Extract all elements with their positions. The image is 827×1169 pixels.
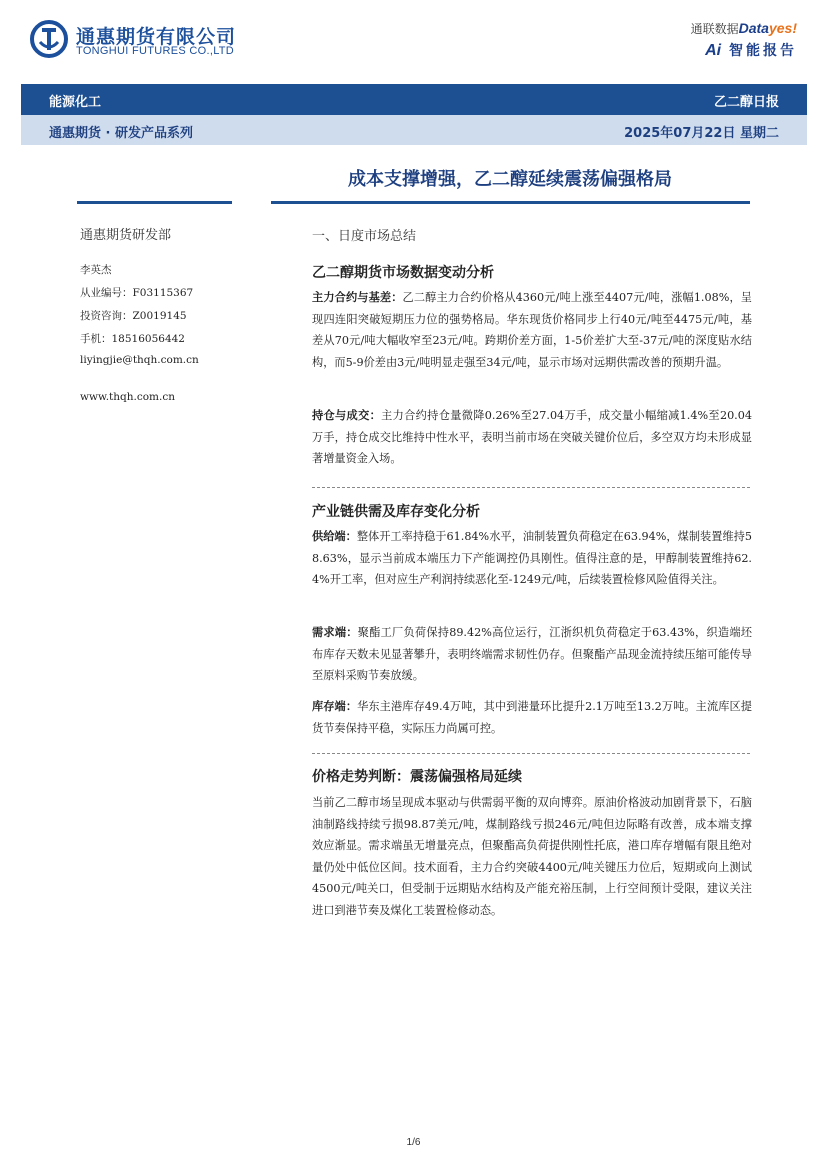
paragraph-demand [312,622,752,687]
report-type-label: 乙二醇日报 [713,95,779,110]
report-date: 2025年07月22日 星期二 [624,126,779,141]
paragraph-position [312,405,752,470]
paragraph-basis [312,287,752,373]
series-label: 通惠期货 · 研发产品系列 [49,126,193,141]
company-website[interactable]: www.thqh.com.cn [80,391,175,403]
ai-report-label: 智能报告 [729,43,797,59]
report-title: 成本支撑增强，乙二醇延续震荡偏强格局 [348,169,672,190]
section-divider [312,753,750,754]
tonghui-logo-icon [30,20,68,58]
paragraph-inventory [312,696,752,739]
section-heading: 一、日度市场总结 [312,229,417,244]
text-position: 主力合约持仓量微降0.26%至27.04万手，成交量小幅缩减1.4%至20.04万手，持仓成交比维持中性水平，表明当前市场在突破关键价位后，多空双方均未形成显著增量资金入场。 [312,409,752,465]
title-rule-right [271,201,750,204]
label-basis: 主力合约与基差： [312,291,403,304]
company-name-cn: 通惠期货有限公司 [76,26,237,48]
subheading-supply-demand: 产业链供需及库存变化分析 [312,504,480,520]
label-supply: 供给端： [312,530,357,543]
paragraph-price-trend: 当前乙二醇市场呈现成本驱动与供需弱平衡的双向博弈。原油价格波动加剧背景下，石脑油制路线持续亏损98.87美元/吨，煤制路线亏损246元/吨但边际略有改善，成本端支撑效应渐显。需求端虽无增量亮点，但聚酯高负荷提供刚性托底，港口库存增幅有限且绝对量仍处中低位区间。技术面看，主力合约突破4400元/吨关键压力位后，短期或向上测试4500元/吨关口，但受制于远期贴水结构及产能充裕压制，上行空间预计受限，建议关注进口到港节奏及煤化工装置检修动态。 [312,796,752,917]
text-demand: 聚酯工厂负荷保持89.42%高位运行，江浙织机负荷稳定于63.43%，织造端坯布库存天数未见显著攀升，表明终端需求韧性仍存。但聚酯产品现金流持续压缩可能传导至原料采购节奏放缓。 [312,626,752,682]
analyst-phone: 手机：18516056442 [80,333,185,345]
title-rule-left [77,201,232,204]
label-inventory: 库存端： [312,700,358,713]
analyst-name: 李英杰 [80,264,112,276]
subheading-price-trend: 价格走势判断：震荡偏强格局延续 [312,769,522,785]
text-inventory: 华东主港库存49.4万吨，其中到港量环比提升2.1万吨至13.2万吨。主流库区提货节奏保持平稳，实际压力尚属可控。 [312,700,752,735]
series-band [21,115,807,145]
datayes-en: Data [738,20,769,36]
datayes-logo [691,20,797,37]
text-basis: 乙二醇主力合约价格从4360元/吨上涨至4407元/吨，涨幅1.08%，呈现四连阳突破短期压力位的强势格局。华东现货价格同步上行40元/吨至4475元/吨，基差从70元/吨大幅收窄至23元/吨。跨期价差方面，1-5价差扩大至-37元/吨的深度贴水结构，而5-9价差由3元/吨明显走强至34元/吨，显示市场对远期供需改善的预期升温。 [312,291,752,369]
category-label: 能源化工 [49,95,102,110]
section-divider [312,487,750,488]
analyst-license: 从业编号：F03115367 [80,287,194,299]
text-supply: 整体开工率持稳于61.84%水平，油制装置负荷稳定在63.94%，煤制装置维持58.63%，显示当前成本端压力下产能调控仍具刚性。值得注意的是，甲醇制装置维持62.4%开工率，但对应生产利润持续恶化至-1249元/吨，后续装置检修风险值得关注。 [312,530,752,586]
analyst-email[interactable]: liyingjie@thqh.com.cn [80,354,199,366]
research-dept: 通惠期货研发部 [80,228,172,243]
subheading-futures: 乙二醇期货市场数据变动分析 [312,265,494,281]
label-demand: 需求端： [312,626,358,639]
category-band [21,84,807,115]
ai-report-logo [705,40,797,60]
company-name-en: TONGHUI FUTURES CO.,LTD [76,45,235,57]
paragraph-supply [312,526,752,591]
ai-mark: Ai [705,42,722,59]
page-number: 1/6 [406,1137,421,1148]
datayes-cn: 通联数据 [690,22,739,36]
consult-license: 投资咨询：Z0019145 [80,310,187,322]
label-position: 持仓与成交： [312,409,382,422]
datayes-yes: yes! [768,20,797,36]
